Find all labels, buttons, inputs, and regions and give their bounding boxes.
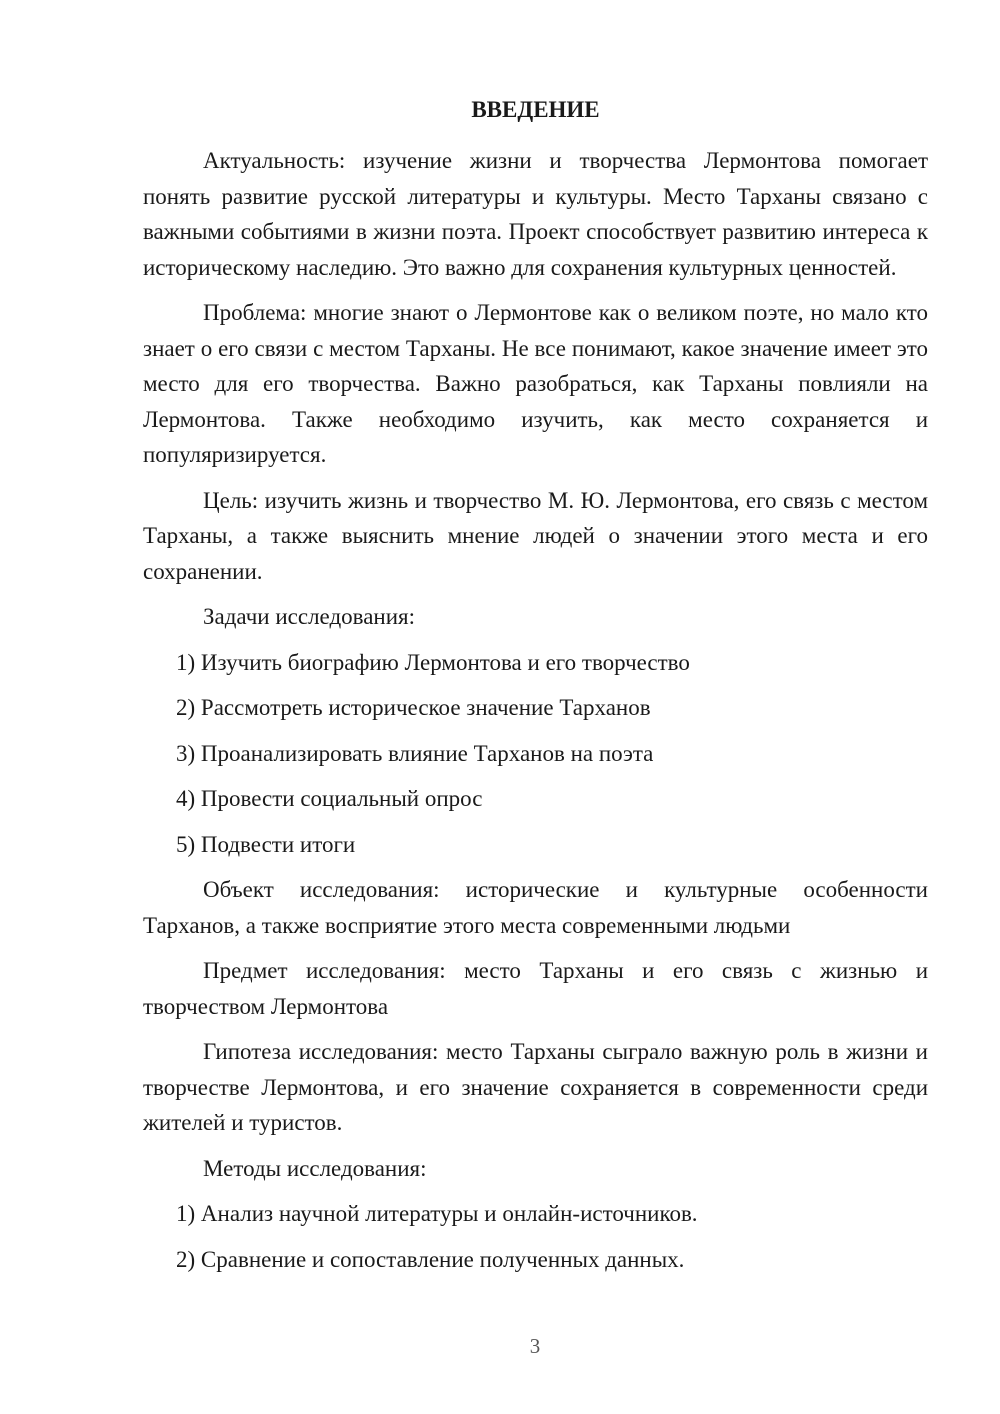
task-item: 4) Провести социальный опрос [176,786,483,811]
task-item: 2) Рассмотреть историческое значение Тарханов [176,695,651,720]
goal-paragraph: Цель: изучить жизнь и творчество М. Ю. Лермонтова, его связь с местом Тарханы, а также выяснить мнение людей о значении этого места и его сохранении. [143,487,928,584]
method-item: 2) Сравнение и сопоставление полученных данных. [176,1246,685,1272]
relevance-paragraph: Актуальность: изучение жизни и творчества Лермонтова помогает понять развитие русской литературы и культуры. Место Тарханы связано с важными событиями в жизни поэта. Проект способствует развитию интереса к историческому наследию. Это важно для сохранения культурных ценностей. [143,148,928,280]
subject-paragraph: Предмет исследования: место Тарханы и его связь с жизнью и творчеством Лермонтова [143,958,928,1019]
page-content [143,95,928,1287]
task-item: 1) Изучить биографию Лермонтова и его творчество [176,649,690,675]
task-item: 3) Проанализировать влияние Тарханов на поэта [176,740,654,766]
tasks-label: Задачи исследования: [203,604,416,629]
hypothesis-paragraph: Гипотеза исследования: место Тарханы сыграло важную роль в жизни и творчестве Лермонтова, и его значение сохраняется в современности среди жителей и туристов. [143,1039,928,1135]
method-item: 1) Анализ научной литературы и онлайн-источников. [176,1201,698,1226]
page-title: ВВЕДЕНИЕ [471,97,600,122]
problem-paragraph: Проблема: многие знают о Лермонтове как о великом поэте, но мало кто знает о его связи с местом Тарханы. Не все понимают, какое значение имеет это место для его творчества. Важно разобраться, как Тарханы повлияли на Лермонтова. Также необходимо изучить, как место сохраняется и популяризируется. [143,300,928,467]
methods-label: Методы исследования: [203,1155,427,1181]
page-number: 3 [529,1334,541,1358]
task-item: 5) Подвести итоги [176,831,356,857]
object-paragraph: Объект исследования: исторические и культурные особенности Тарханов, а также восприятие этого места современными людьми [143,877,928,938]
